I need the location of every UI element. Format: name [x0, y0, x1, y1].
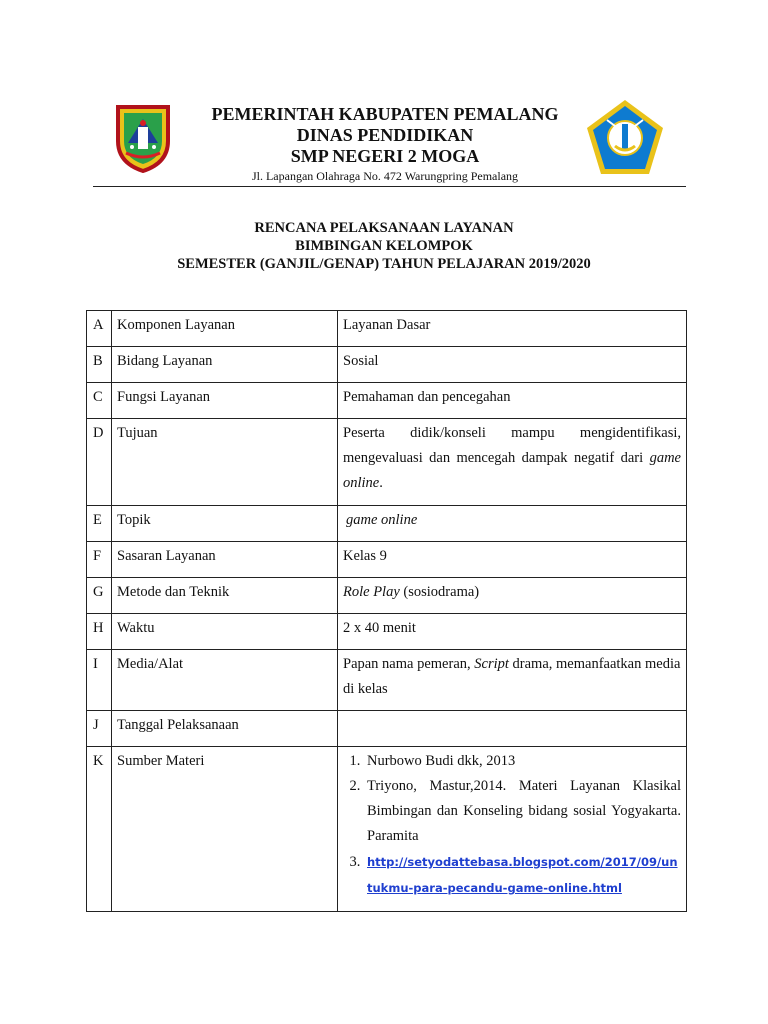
row-value: Kelas 9 [338, 542, 687, 578]
row-code: J [87, 711, 112, 747]
service-plan-table [86, 310, 687, 912]
row-label: Sumber Materi [112, 747, 338, 912]
source-link[interactable]: http://setyodattebasa.blogspot.com/2017/09/untukmu-para-pecandu-game-online.html [367, 855, 678, 895]
school-address: Jl. Lapangan Olahraga No. 472 Warungpring Pemalang [251, 169, 519, 183]
table-row [87, 506, 687, 542]
row-value [338, 578, 687, 614]
table-row [87, 542, 687, 578]
row-label: Topik [112, 506, 338, 542]
row-value: Pemahaman dan pencegahan [338, 383, 687, 419]
school-emblem-logo [585, 98, 665, 178]
table-row [87, 650, 687, 711]
goal-text: Peserta didik/konseli mampu mengidentifikasi, mengevaluasi dan mencegah dampak negatif dari [343, 425, 681, 466]
table-row [87, 711, 687, 747]
media-pre: Papan nama pemeran, [343, 656, 475, 672]
row-code: G [87, 578, 112, 614]
row-value [338, 650, 687, 711]
goal-italic: game online [343, 450, 681, 491]
row-value-sources [338, 747, 687, 912]
row-value [338, 506, 687, 542]
goal-end: . [379, 475, 383, 491]
table-row [87, 347, 687, 383]
row-code: K [87, 747, 112, 912]
department-name: DINAS PENDIDIKAN [296, 125, 474, 145]
table-row [87, 578, 687, 614]
source-list [343, 749, 681, 901]
topic-text: game online [346, 512, 418, 528]
row-value [338, 711, 687, 747]
table-row [87, 747, 687, 912]
method-italic: Role Play [343, 584, 400, 600]
pemalang-emblem-logo [114, 103, 172, 173]
row-code: F [87, 542, 112, 578]
row-code: I [87, 650, 112, 711]
row-value: Sosial [338, 347, 687, 383]
row-label: Tujuan [112, 419, 338, 506]
row-label: Komponen Layanan [112, 311, 338, 347]
row-label: Bidang Layanan [112, 347, 338, 383]
row-label: Sasaran Layanan [112, 542, 338, 578]
government-name: PEMERINTAH KABUPATEN PEMALANG [211, 104, 559, 124]
row-value: Layanan Dasar [338, 311, 687, 347]
row-label: Tanggal Pelaksanaan [112, 711, 338, 747]
letterhead [170, 104, 600, 184]
row-label: Fungsi Layanan [112, 383, 338, 419]
row-value: 2 x 40 menit [338, 614, 687, 650]
title-line-2: BIMBINGAN KELOMPOK [295, 238, 473, 254]
row-code: H [87, 614, 112, 650]
source-item [364, 849, 681, 901]
table-row [87, 311, 687, 347]
row-code: A [87, 311, 112, 347]
document-title [100, 219, 668, 273]
row-label: Waktu [112, 614, 338, 650]
title-line-3: SEMESTER (GANJIL/GENAP) TAHUN PELAJARAN 2019/2020 [177, 256, 591, 272]
title-line-1: RENCANA PELAKSANAAN LAYANAN [254, 220, 514, 236]
row-value-goal [338, 419, 687, 506]
table-row [87, 419, 687, 506]
row-code: C [87, 383, 112, 419]
school-name: SMP NEGERI 2 MOGA [290, 146, 480, 166]
row-label: Metode dan Teknik [112, 578, 338, 614]
row-code: B [87, 347, 112, 383]
row-label: Media/Alat [112, 650, 338, 711]
media-post: drama, memanfaatkan media di kelas [343, 656, 681, 697]
row-code: E [87, 506, 112, 542]
source-item: 2. Triyono, Mastur,2014. Materi Layanan Klasikal Bimbingan dan Konseling bidang sosial Yogyakarta. Paramita [364, 774, 681, 849]
row-code: D [87, 419, 112, 506]
media-italic: Script [474, 656, 509, 672]
table-row [87, 383, 687, 419]
table-row [87, 614, 687, 650]
letterhead-divider [93, 186, 686, 187]
method-rest: (sosiodrama) [399, 584, 480, 600]
source-item: 1. Nurbowo Budi dkk, 2013 [364, 749, 681, 774]
